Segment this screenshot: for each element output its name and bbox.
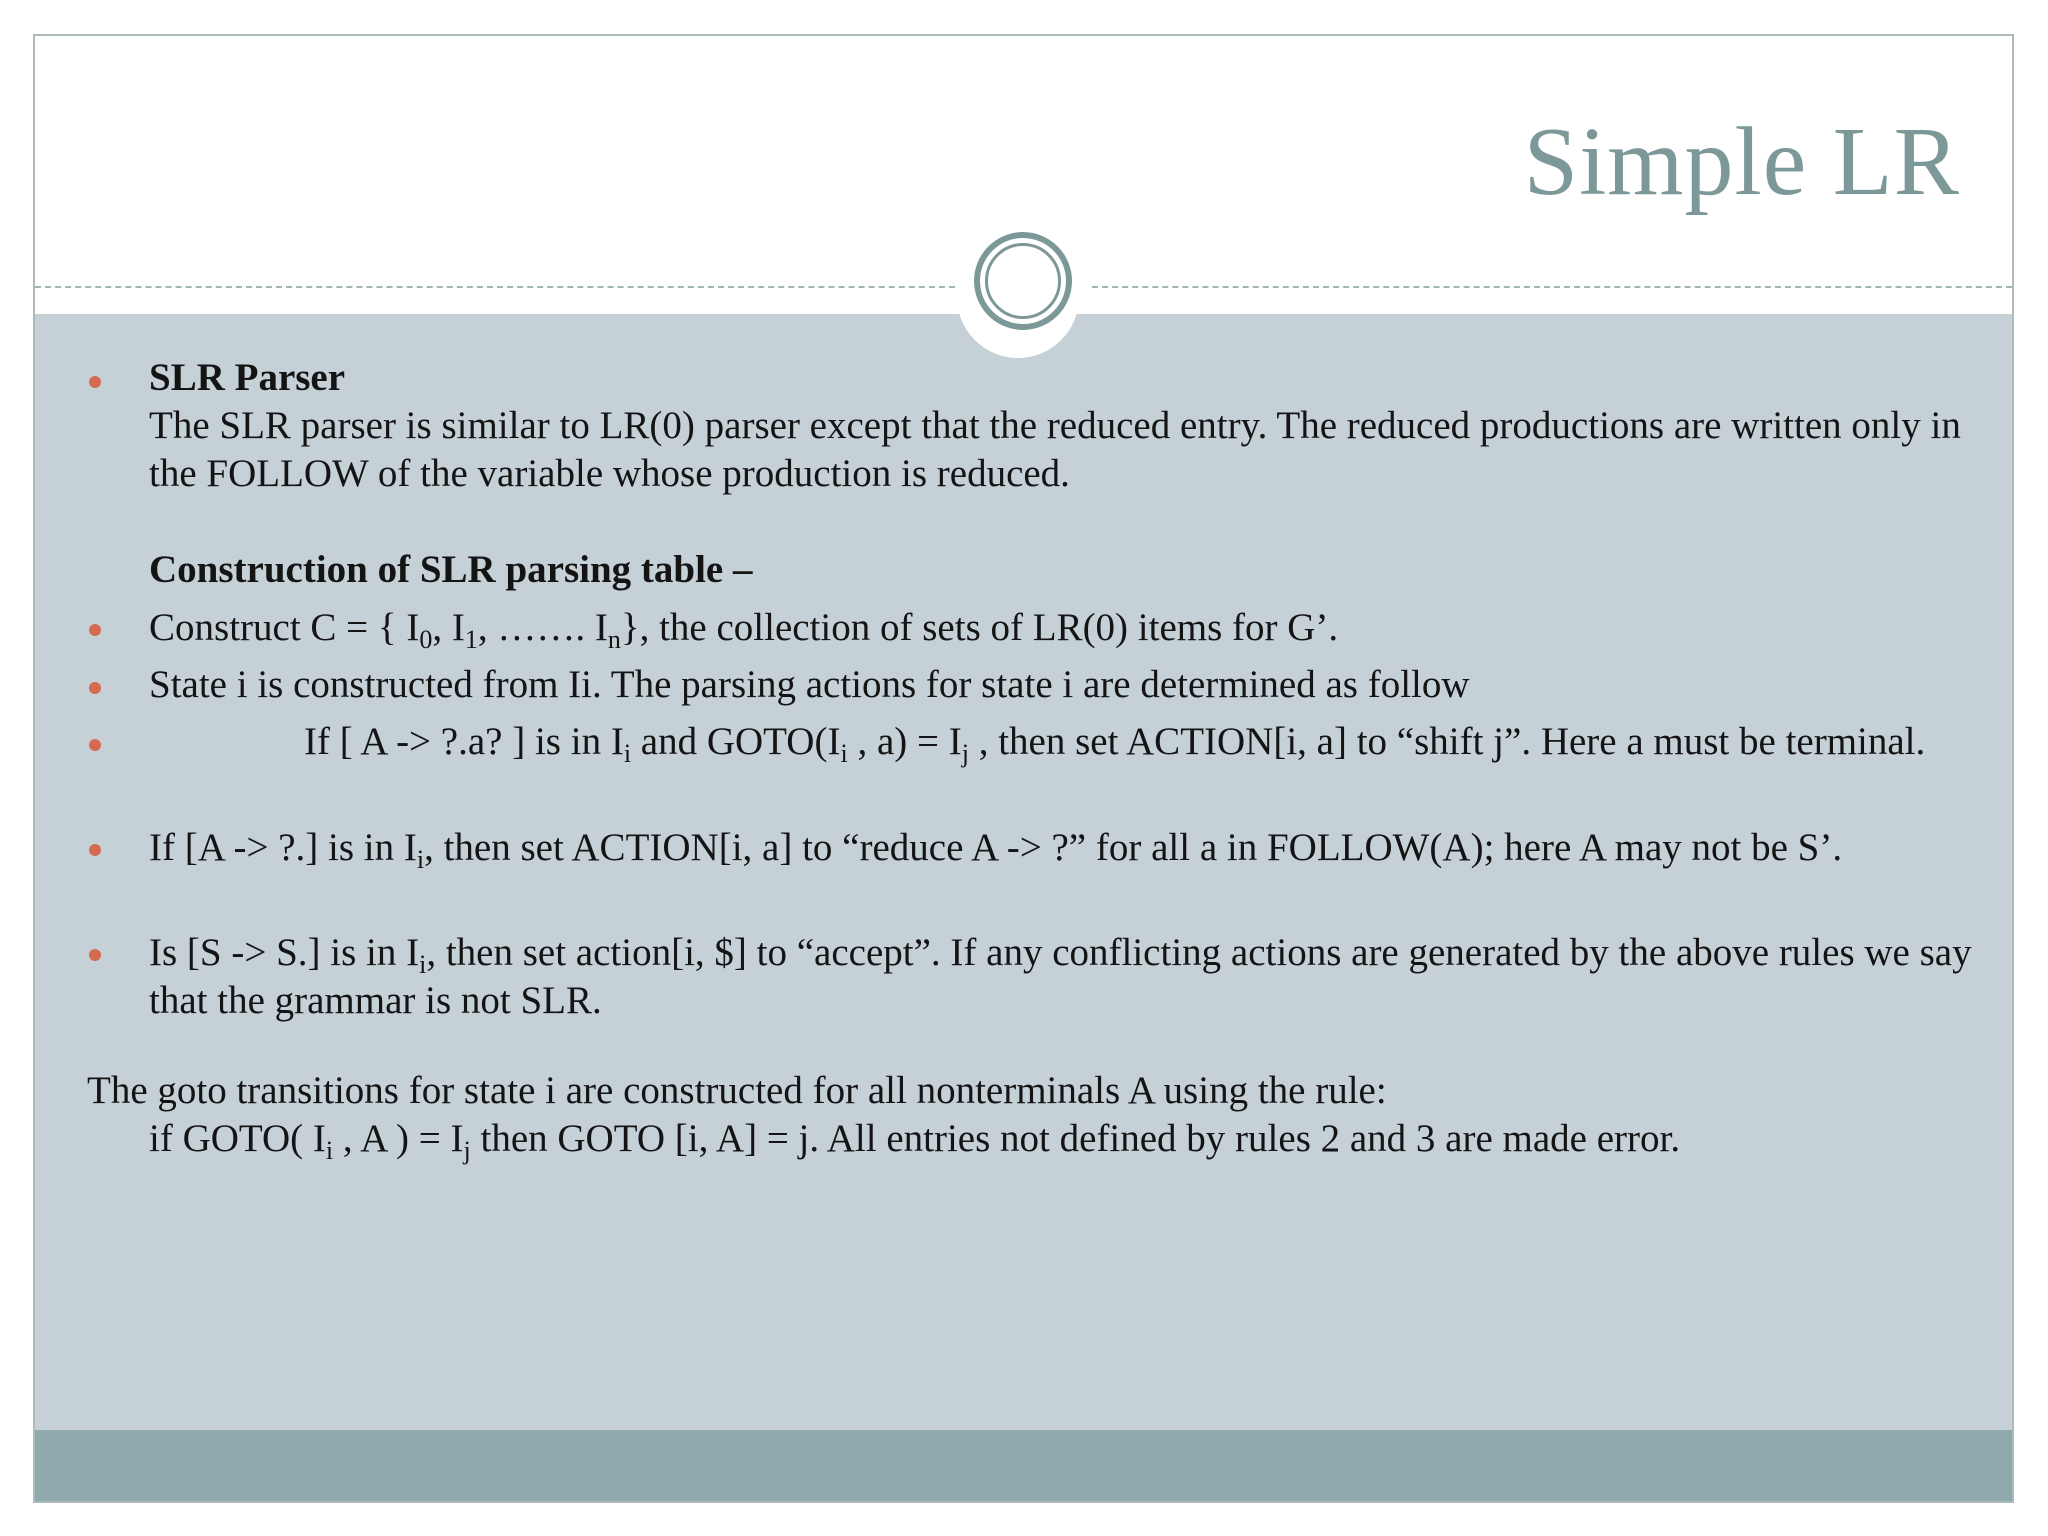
bullet-dot bbox=[89, 682, 101, 694]
bullet-dot bbox=[89, 624, 101, 636]
goto-rule-formula: if GOTO( $I_i$ , A ) = $I_j$ then GOTO [i, A] = j. All entries not defined by rules 2 and 3 are made error. bbox=[149, 1117, 1681, 1165]
footer-band bbox=[35, 1430, 2012, 1501]
list-item-shift-rule: If [ A -> ?.a? ] is in $I_i$ and $GOTO(I_i$ , $a) = I_j$ , then set ACTION[i, a] to “shift j”. Here a must be terminal. bbox=[304, 720, 1926, 768]
bullet-dot bbox=[89, 949, 101, 961]
bullet-dot bbox=[89, 739, 101, 751]
divider-right bbox=[1092, 286, 2012, 288]
list-item-construct-c: Construct C = { $I_0$, $I_1$, ……. $I_n$}, the collection of sets of LR(0) items for G’. bbox=[149, 606, 1339, 654]
bullet-dot bbox=[89, 376, 101, 388]
slide-title: Simple LR bbox=[1523, 108, 1960, 216]
slide-frame bbox=[33, 34, 2014, 1503]
bullet-dot bbox=[89, 844, 101, 856]
section-body-slr-parser: The SLR parser is similar to LR(0) parser except that the reduced entry. The reduced productions are written only in the FOLLOW of the variable whose production is reduced. bbox=[149, 404, 1961, 495]
list-item-accept-rule: Is [S -> S.] is in $I_i$, then set action[i, $] to “accept”. If any conflicting actions are generated by the above rules we say that the grammar is not SLR. bbox=[149, 931, 1972, 1022]
goto-rule-intro: The goto transitions for state i are constructed for all nonterminals A using the rule: bbox=[87, 1069, 1387, 1112]
section-heading-construction: Construction of SLR parsing table – bbox=[149, 548, 753, 591]
circle-ornament-inner-icon bbox=[985, 243, 1061, 319]
section-heading-slr-parser: SLR Parser bbox=[149, 356, 346, 399]
list-item-state-i: State i is constructed from Ii. The parsing actions for state i are determined as follow bbox=[149, 663, 1470, 706]
list-item-reduce-rule: If [A -> ?.] is in $I_i$, then set ACTION[i, a] to “reduce A -> ?” for all a in FOLLOW(A); here A may not be S’. bbox=[149, 826, 1843, 874]
divider-left bbox=[35, 286, 955, 288]
